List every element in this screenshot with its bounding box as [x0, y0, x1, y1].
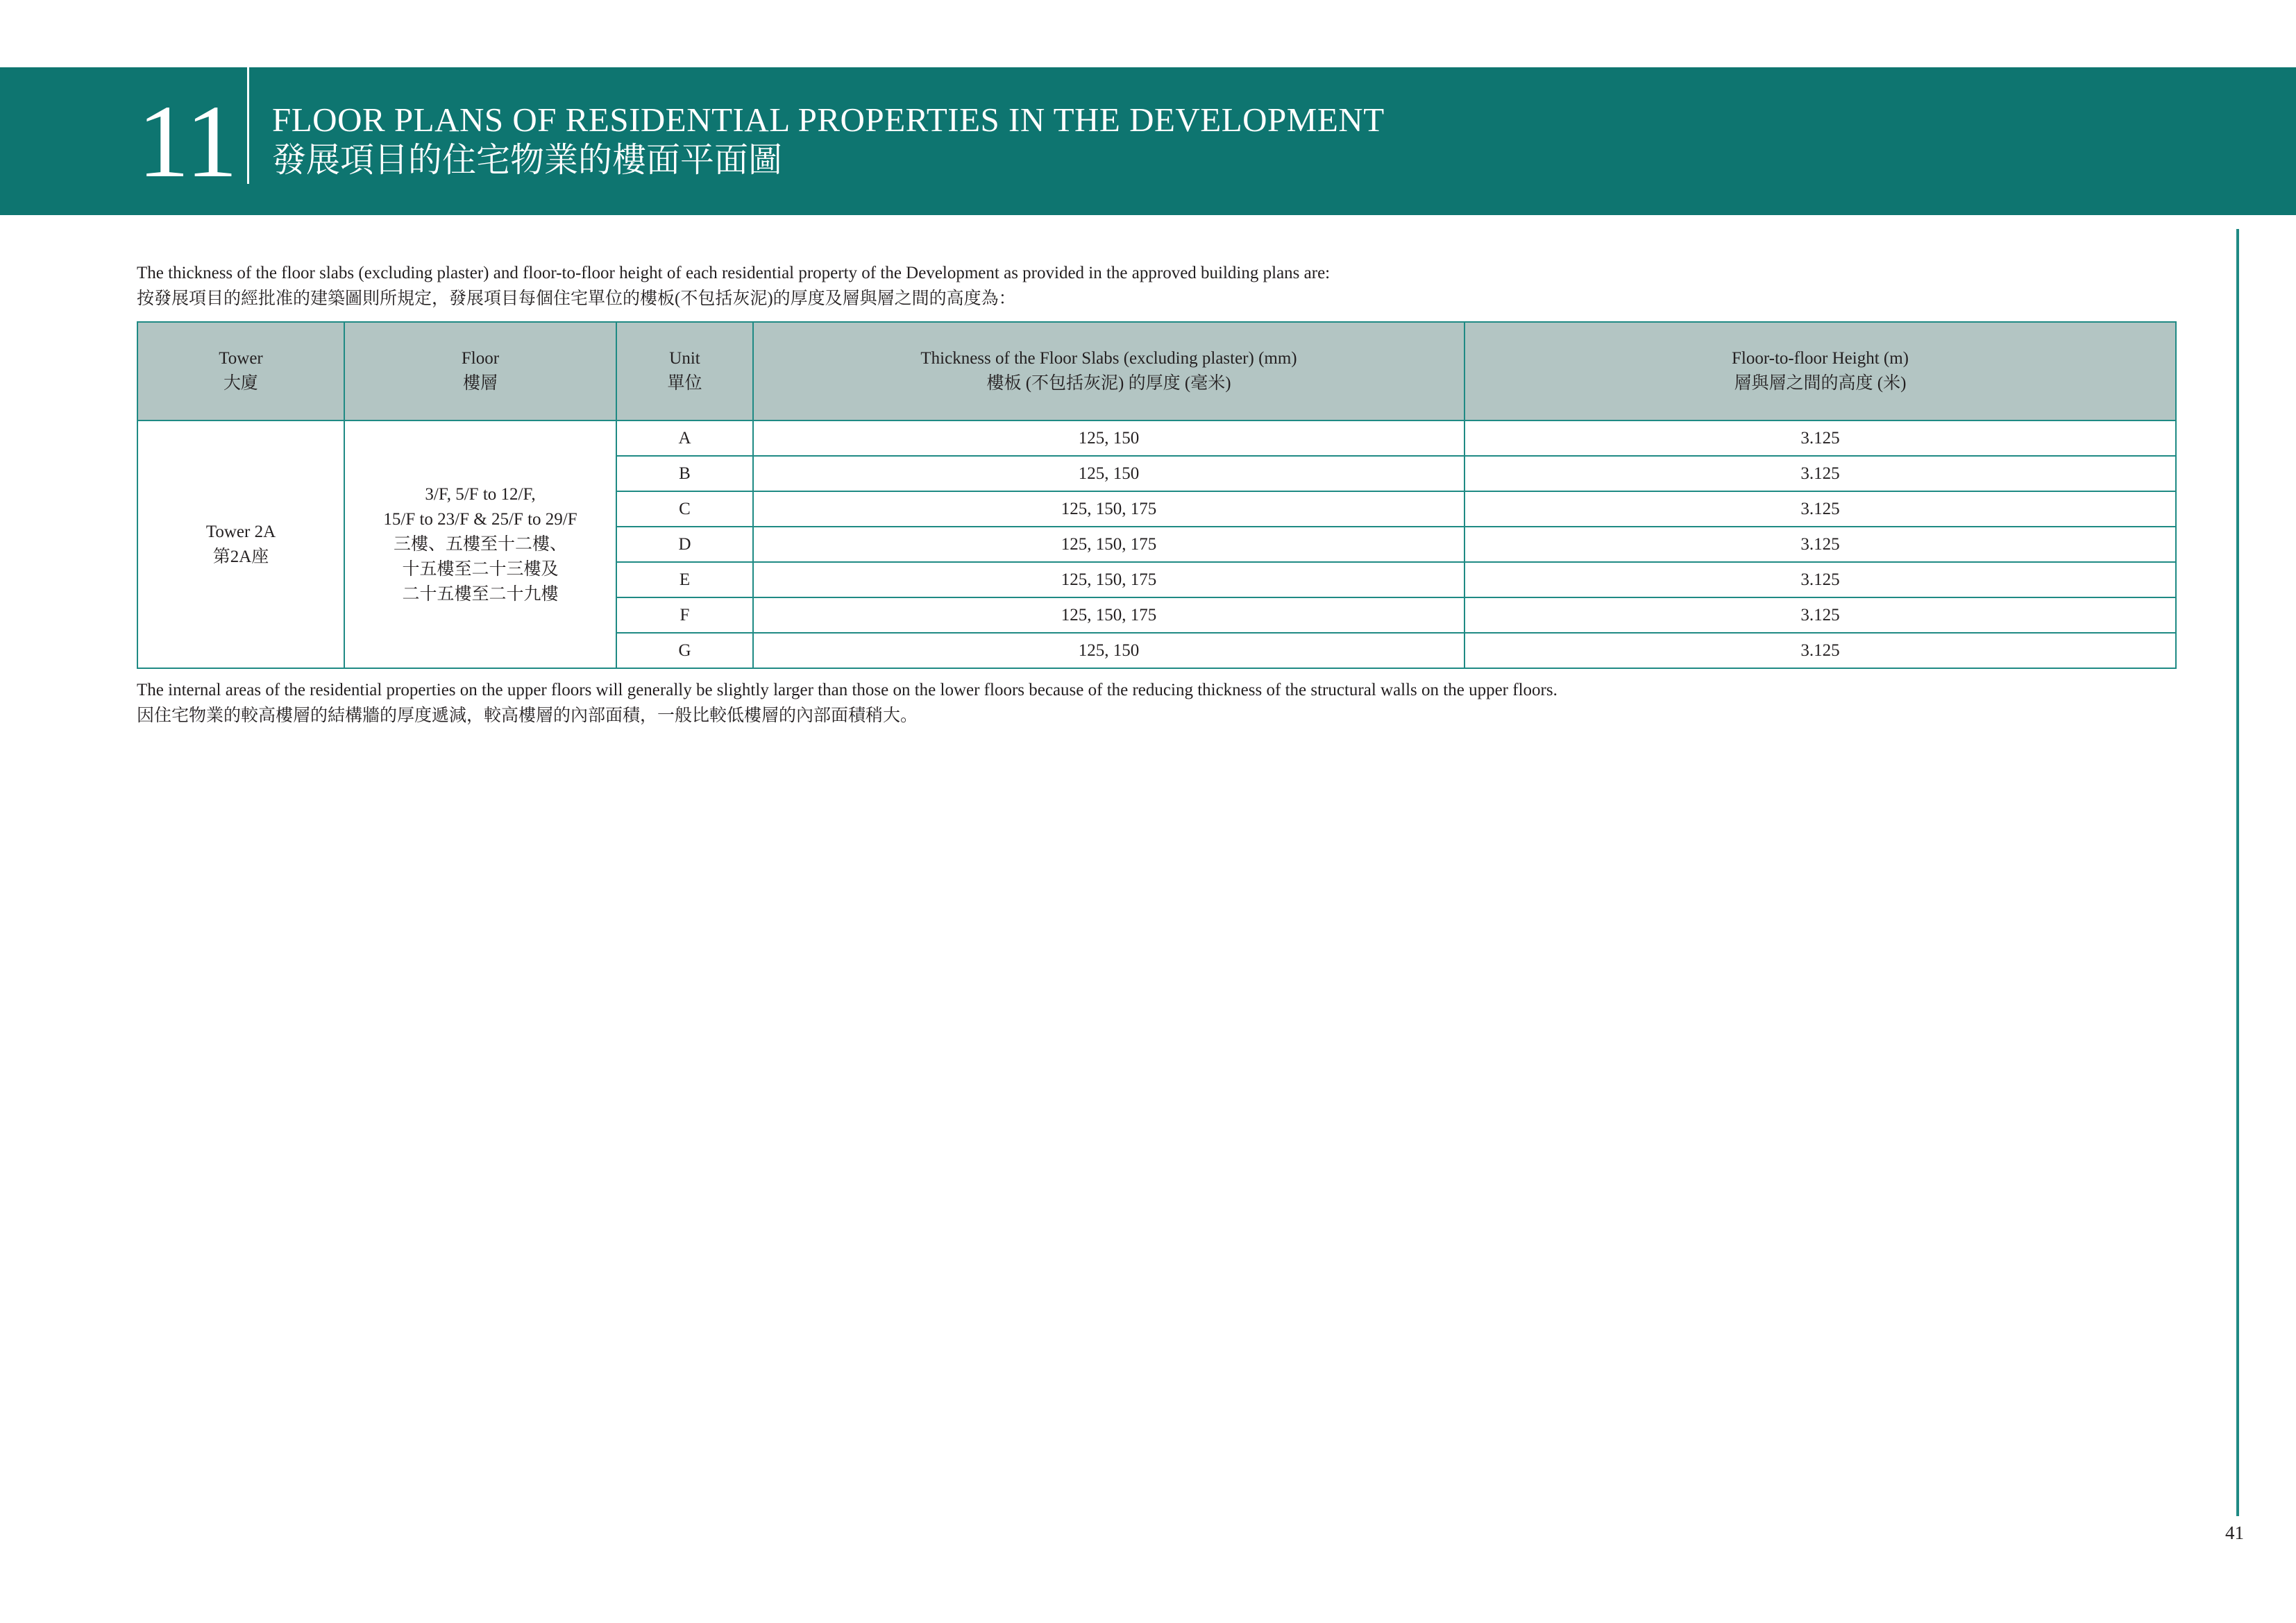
unit-cell: B [616, 456, 753, 491]
unit-cell: G [616, 633, 753, 668]
unit-cell: C [616, 491, 753, 527]
header-unit-zh: 單位 [667, 374, 702, 393]
thickness-cell: 125, 150 [753, 456, 1464, 491]
side-rule [2236, 229, 2239, 1516]
intro-text-en: The thickness of the floor slabs (excluding plaster) and floor-to-floor height of each residential property of the Development as provided in the approved building plans are: [137, 264, 1331, 282]
table-row [137, 420, 2176, 456]
header-tower-en: Tower [219, 349, 263, 368]
note-paragraph [137, 677, 2177, 729]
height-cell: 3.125 [1464, 491, 2176, 527]
height-cell: 3.125 [1464, 597, 2176, 633]
height-cell: 3.125 [1464, 562, 2176, 597]
height-cell: 3.125 [1464, 420, 2176, 456]
height-cell: 3.125 [1464, 527, 2176, 562]
note-text-en: The internal areas of the residential properties on the upper floors will generally be slightly larger than those on the lower floors because of the reducing thickness of the structural walls on the upper floors. [137, 681, 1558, 699]
header-unit-en: Unit [669, 349, 700, 368]
header-tower-zh: 大廈 [223, 374, 258, 393]
header-thickness [753, 322, 1464, 420]
tower-cell [137, 420, 344, 668]
header-height [1464, 322, 2176, 420]
unit-cell: F [616, 597, 753, 633]
section-title-en: FLOOR PLANS OF RESIDENTIAL PROPERTIES IN THE DEVELOPMENT [272, 101, 1385, 139]
header-tower [137, 322, 344, 420]
floor-line-4: 十五樓至二十三樓及 [402, 559, 559, 579]
thickness-cell: 125, 150, 175 [753, 491, 1464, 527]
section-title-zh: 發展項目的住宅物業的樓面平面圖 [272, 141, 783, 179]
header-floor [344, 322, 616, 420]
floor-line-1: 3/F, 5/F to 12/F, [425, 484, 536, 504]
note-text-zh: 因住宅物業的較高樓層的結構牆的厚度遞減，較高樓層的內部面積，一般比較低樓層的內部面積稍大。 [137, 706, 918, 725]
tower-name-zh: 第2A座 [212, 547, 269, 566]
header-height-en: Floor-to-floor Height (m) [1731, 349, 1909, 368]
intro-text-zh: 按發展項目的經批准的建築圖則所規定，發展項目每個住宅單位的樓板(不包括灰泥)的厚度及層與層之間的高度為： [137, 289, 1016, 308]
thickness-cell: 125, 150 [753, 420, 1464, 456]
tower-name-en: Tower 2A [205, 522, 276, 541]
header-divider [247, 67, 249, 184]
floor-line-5: 二十五樓至二十九樓 [402, 584, 559, 604]
floor-cell [344, 420, 616, 668]
intro-paragraph [137, 260, 2177, 312]
header-height-zh: 層與層之間的高度 (米) [1734, 374, 1907, 393]
unit-cell: D [616, 527, 753, 562]
header-thickness-en: Thickness of the Floor Slabs (excluding plaster) (mm) [920, 349, 1297, 368]
floor-line-2: 15/F to 23/F & 25/F to 29/F [383, 509, 577, 529]
header-floor-zh: 樓層 [462, 374, 498, 393]
table-header-row [137, 322, 2176, 420]
header-unit [616, 322, 753, 420]
height-cell: 3.125 [1464, 456, 2176, 491]
height-cell: 3.125 [1464, 633, 2176, 668]
thickness-cell: 125, 150, 175 [753, 597, 1464, 633]
page-number: 41 [2225, 1522, 2244, 1543]
section-number: 11 [137, 84, 238, 199]
floor-line-3: 三樓、五樓至十二樓、 [393, 534, 567, 554]
thickness-cell: 125, 150 [753, 633, 1464, 668]
header-thickness-zh: 樓板 (不包括灰泥) 的厚度 (毫米) [986, 374, 1231, 393]
thickness-cell: 125, 150, 175 [753, 527, 1464, 562]
unit-cell: A [616, 420, 753, 456]
header-floor-en: Floor [461, 349, 500, 368]
thickness-cell: 125, 150, 175 [753, 562, 1464, 597]
floor-height-table [137, 321, 2177, 669]
unit-cell: E [616, 562, 753, 597]
